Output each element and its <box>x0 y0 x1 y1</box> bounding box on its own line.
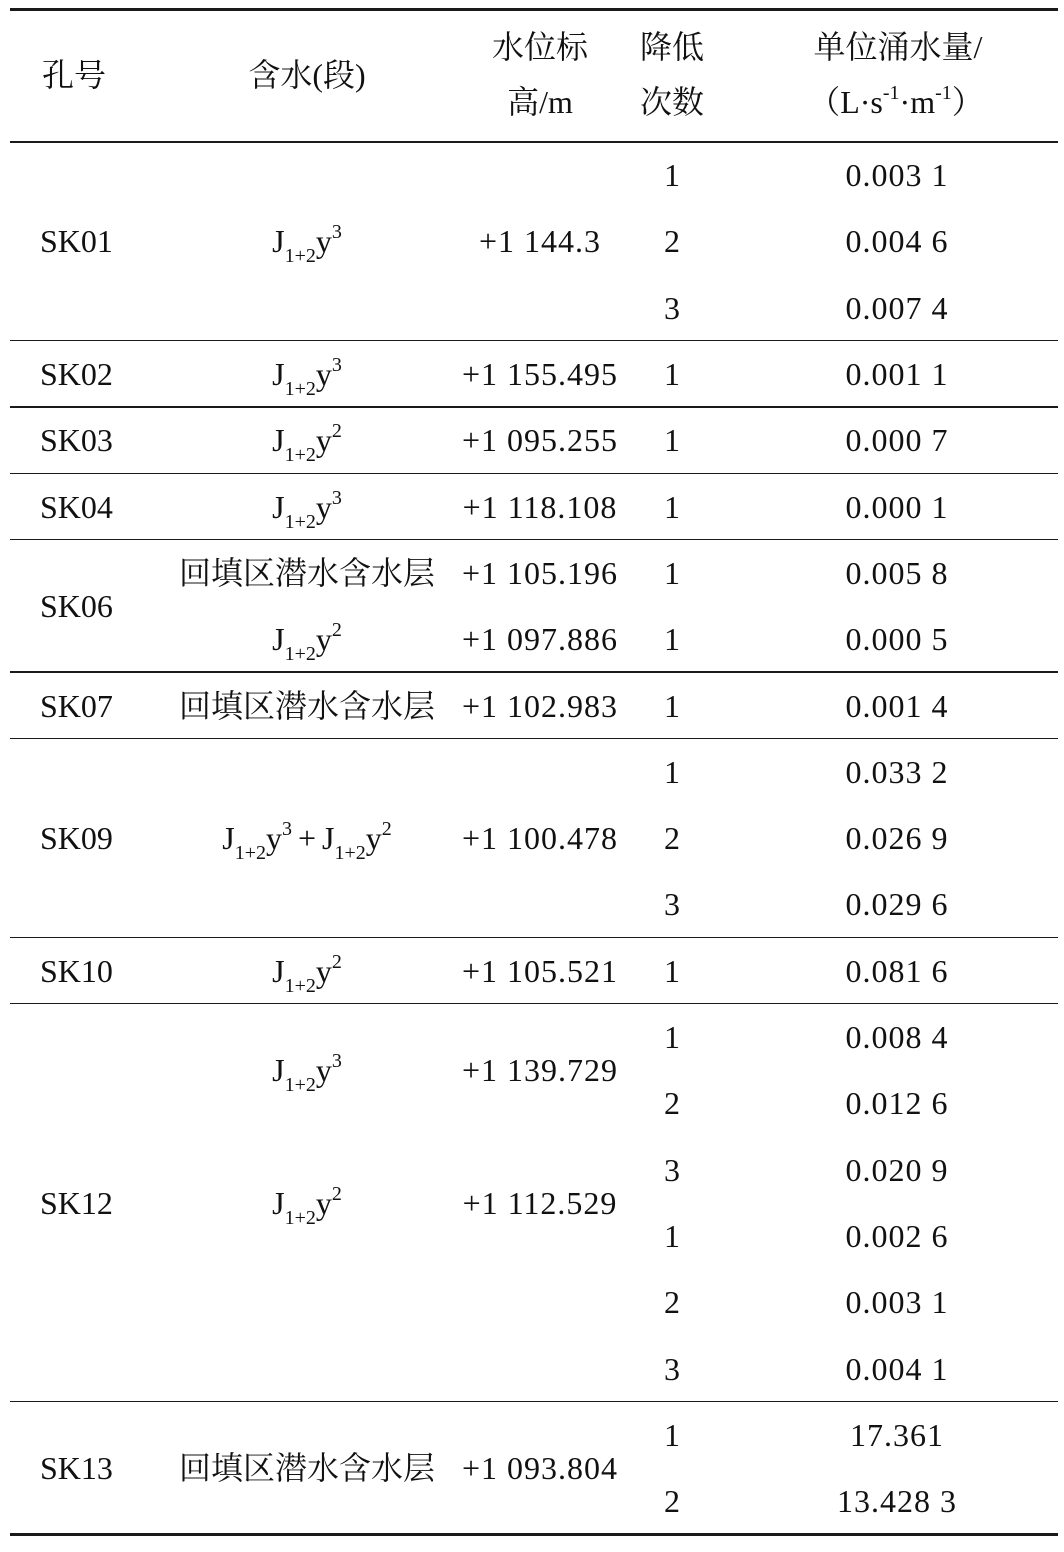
drawdown-count: 1 <box>664 952 680 989</box>
water-level: +1 144.3 <box>478 223 602 260</box>
table-bottom-rule <box>10 1533 1058 1536</box>
water-level: +1 105.196 <box>461 554 619 591</box>
unit-yield: 0.005 8 <box>845 554 949 591</box>
formation-subscript: 1+2 <box>284 1206 316 1229</box>
formation-letter: y <box>315 1184 332 1221</box>
header-yield-unit-c: ） <box>951 84 984 120</box>
water-level: +1 118.108 <box>462 488 618 525</box>
drawdown-count: 1 <box>664 1416 680 1453</box>
drawdown-count: 1 <box>664 157 680 194</box>
hole-number: SK09 <box>40 820 113 857</box>
drawdown-count: 2 <box>664 1085 680 1122</box>
unit-yield: 0.000 1 <box>845 488 949 525</box>
formation-exponent: 2 <box>331 1182 342 1205</box>
unit-yield: 0.008 4 <box>845 1019 949 1056</box>
aquifer-cell <box>272 354 342 401</box>
unit-yield: 0.020 9 <box>845 1151 949 1188</box>
group-divider-rule <box>10 937 1058 939</box>
water-level: +1 102.983 <box>461 687 619 724</box>
hole-number: SK06 <box>40 588 113 625</box>
formation-base: J <box>272 223 285 260</box>
drawdown-count: 2 <box>664 1284 680 1321</box>
aquifer-cell <box>272 221 342 268</box>
drawdown-count: 2 <box>664 820 680 857</box>
water-level: +1 105.521 <box>461 952 619 989</box>
formation-exponent: 3 <box>331 1050 342 1073</box>
formation-subscript: 1+2 <box>284 974 316 997</box>
group-divider-rule <box>10 340 1058 342</box>
group-divider-rule <box>10 1401 1058 1403</box>
formation-subscript: 1+2 <box>284 510 316 533</box>
unit-yield: 0.007 4 <box>845 289 949 326</box>
aquifer-cell <box>222 818 392 865</box>
header-aquifer: 含水(段) <box>248 57 366 93</box>
group-divider-rule <box>10 1003 1058 1005</box>
unit-yield: 0.001 1 <box>845 356 949 393</box>
formation-exponent: 3 <box>331 486 342 509</box>
header-yield-exp1: -1 <box>882 82 900 104</box>
formation-subscript: 1+2 <box>334 842 366 865</box>
group-divider-rule <box>10 406 1058 408</box>
header-yield-unit-b: ·m <box>899 84 936 120</box>
unit-yield: 0.026 9 <box>845 820 949 857</box>
drawdown-count: 3 <box>664 1350 680 1387</box>
unit-yield: 0.033 2 <box>845 753 949 790</box>
drawdown-count: 1 <box>664 422 680 459</box>
unit-yield: 0.004 6 <box>845 223 949 260</box>
aquifer-cell <box>272 486 342 533</box>
drawdown-count: 2 <box>664 1483 680 1520</box>
unit-yield: 0.000 5 <box>845 621 949 658</box>
aquifer-cell: 回填区潜水含水层 <box>178 1450 436 1486</box>
hole-number: SK10 <box>40 952 113 989</box>
formation-subscript: 1+2 <box>284 1074 316 1097</box>
group-divider-rule <box>10 671 1058 673</box>
formation-letter: y <box>365 820 382 857</box>
hole-number: SK02 <box>40 356 113 393</box>
aquifer-cell: 回填区潜水含水层 <box>178 554 436 591</box>
aquifer-cell <box>272 1050 342 1097</box>
aquifer-cell <box>272 950 342 997</box>
formation-exponent: 2 <box>331 619 342 642</box>
formation-exponent: 3 <box>281 818 292 841</box>
hole-number: SK03 <box>40 422 113 459</box>
formation-letter: y <box>265 820 282 857</box>
formation-base: J <box>322 820 335 857</box>
drawdown-count: 3 <box>664 289 680 326</box>
drawdown-count: 1 <box>664 621 680 658</box>
formation-exponent: 2 <box>331 950 342 973</box>
unit-yield: 0.012 6 <box>845 1085 949 1122</box>
formation-exponent: 2 <box>331 420 342 443</box>
drawdown-count: 1 <box>664 554 680 591</box>
formation-letter: y <box>315 422 332 459</box>
formation-letter: y <box>315 488 332 525</box>
unit-yield: 0.081 6 <box>845 952 949 989</box>
formation-letter: y <box>315 621 332 658</box>
drawdown-count: 1 <box>664 356 680 393</box>
unit-yield: 0.001 4 <box>845 687 949 724</box>
water-level: +1 100.478 <box>461 820 619 857</box>
drawdown-count: 3 <box>664 1151 680 1188</box>
unit-yield: 13.428 3 <box>837 1483 957 1520</box>
formation-letter: y <box>315 223 332 260</box>
hole-number: SK04 <box>40 488 113 525</box>
hole-number: SK07 <box>40 687 113 724</box>
header-level-line2: 高/m <box>507 84 573 120</box>
formation-base: J <box>272 621 285 658</box>
formation-exponent: 3 <box>331 354 342 377</box>
unit-yield: 0.003 1 <box>845 157 949 194</box>
unit-yield: 0.004 1 <box>845 1350 949 1387</box>
formation-base: J <box>272 356 285 393</box>
formation-base: J <box>272 1052 285 1089</box>
formation-letter: y <box>315 952 332 989</box>
group-divider-rule <box>10 738 1058 740</box>
drawdown-count: 2 <box>664 223 680 260</box>
formation-letter: y <box>315 1052 332 1089</box>
table-top-rule <box>10 8 1058 11</box>
water-level: +1 139.729 <box>461 1052 619 1089</box>
formation-letter: y <box>315 356 332 393</box>
header-drawdown-line1: 降低 <box>639 29 705 65</box>
hole-number: SK12 <box>40 1184 113 1221</box>
aquifer-cell <box>272 1182 342 1229</box>
drawdown-count: 1 <box>664 753 680 790</box>
aquifer-cell: 回填区潜水含水层 <box>178 687 436 724</box>
formation-plus: + <box>297 820 317 857</box>
header-yield-line1: 单位涌水量/ <box>813 29 983 65</box>
unit-yield: 0.003 1 <box>845 1284 949 1321</box>
water-level: +1 095.255 <box>461 422 619 459</box>
aquifer-cell <box>272 420 342 467</box>
water-level: +1 097.886 <box>461 621 619 658</box>
group-divider-rule <box>10 473 1058 475</box>
formation-subscript: 1+2 <box>284 643 316 666</box>
formation-base: J <box>272 422 285 459</box>
header-yield-exp2: -1 <box>935 82 952 104</box>
unit-yield: 17.361 <box>850 1416 944 1453</box>
formation-subscript: 1+2 <box>284 378 316 401</box>
formation-base: J <box>272 952 285 989</box>
unit-yield: 0.000 7 <box>845 422 949 459</box>
formation-base: J <box>272 488 285 525</box>
water-level: +1 155.495 <box>461 356 619 393</box>
header-bottom-rule <box>10 141 1058 143</box>
formation-exponent: 3 <box>331 221 342 244</box>
header-yield-unit-a: （L·s <box>808 84 883 120</box>
group-divider-rule <box>10 539 1058 541</box>
drawdown-count: 1 <box>664 687 680 724</box>
formation-exponent: 2 <box>381 818 392 841</box>
drawdown-count: 1 <box>664 1217 680 1254</box>
water-level: +1 093.804 <box>461 1450 619 1486</box>
drawdown-count: 1 <box>664 488 680 525</box>
header-yield-line2 <box>808 82 984 122</box>
header-hole: 孔号 <box>41 57 107 93</box>
hole-number: SK13 <box>40 1450 113 1486</box>
unit-yield: 0.002 6 <box>845 1217 949 1254</box>
water-level: +1 112.529 <box>462 1184 618 1221</box>
hole-number: SK01 <box>40 223 113 260</box>
aquifer-cell <box>272 619 342 666</box>
drawdown-count: 1 <box>664 1019 680 1056</box>
drawdown-count: 3 <box>664 886 680 923</box>
formation-subscript: 1+2 <box>284 444 316 467</box>
unit-yield: 0.029 6 <box>845 886 949 923</box>
formation-base: J <box>272 1184 285 1221</box>
formation-subscript: 1+2 <box>234 842 266 865</box>
formation-subscript: 1+2 <box>284 245 316 268</box>
header-drawdown-line2: 次数 <box>639 84 705 120</box>
formation-base: J <box>222 820 235 857</box>
header-level-line1: 水位标 <box>491 29 589 65</box>
